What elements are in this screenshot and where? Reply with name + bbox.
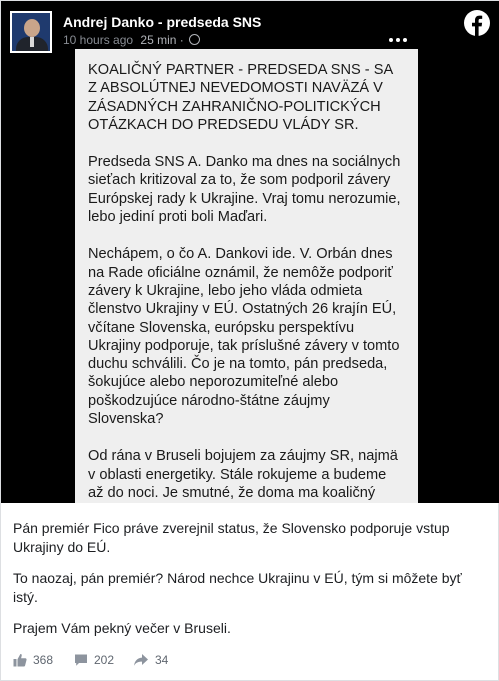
globe-icon xyxy=(189,34,200,45)
document-paragraph: Predseda SNS A. Danko ma dnes na sociálnych sieťach kritizoval za to, že som podporil závery Európskej rady k Ukrajine. Vraj tomu nerozumie, lebo jediní proti boli Maďari. xyxy=(88,154,401,226)
caption-paragraph: To naozaj, pán premiér? Národ nechce Ukrajinu v EÚ, tým si môžete byť istý. xyxy=(13,570,462,605)
post-caption xyxy=(13,519,488,650)
author-name[interactable]: Andrej Danko - predseda SNS xyxy=(63,14,262,30)
document-headline: KOALIČNÝ PARTNER - PREDSEDA SNS - SA Z ABSOLÚTNEJ NEVEDOMOSTI NAVÄZÁ V ZÁSADNÝCH ZAHRANIČNO-POLITICKÝCH OTÁZKACH DO PREDSEDU VLÁDY SR. xyxy=(88,62,393,133)
like-button[interactable] xyxy=(13,651,53,669)
author-avatar[interactable] xyxy=(10,11,52,53)
post-meta xyxy=(63,33,200,47)
post-time[interactable]: 25 min · xyxy=(140,33,184,47)
post-image[interactable] xyxy=(1,1,499,503)
document-paragraph: Nechápem, o čo A. Dankovi ide. V. Orbán dnes na Rade oficiálne oznámil, že nemôže podporiť závery k Ukrajine, lebo jeho vláda odmieta členstvo Ukrajiny v EÚ. Ostatných 26 krajín EÚ, včítane Slovenska, európsku perspektívu Ukrajiny podporuje, tak príslušné závery v tomto duchu schválili. Čo je na tomto, pán predseda, šokujúce alebo neporozumiteľné alebo poškodzujúce národno-štátne záujmy Slovenska? xyxy=(88,246,400,428)
document-paragraph: Od rána v Bruseli bojujem za záujmy SR, najmä v oblasti energetiky. Stále rokujeme a budeme až do noci. Je smutné, že doma ma koaličný xyxy=(88,448,398,501)
avatar-tie xyxy=(30,37,34,47)
more-options-icon[interactable] xyxy=(389,29,419,43)
post-time-overlay: 10 hours ago xyxy=(63,33,134,47)
comment-icon xyxy=(74,653,88,667)
avatar-face xyxy=(24,19,40,37)
statement-document xyxy=(75,49,418,503)
thumbs-up-icon xyxy=(13,653,27,667)
comment-button[interactable] xyxy=(74,651,114,669)
share-icon xyxy=(133,653,149,667)
like-count: 368 xyxy=(33,653,54,667)
share-button[interactable] xyxy=(133,651,168,669)
caption-paragraph: Prajem Vám pekný večer v Bruseli. xyxy=(13,620,231,636)
facebook-logo-icon xyxy=(464,10,490,36)
share-count: 34 xyxy=(155,653,169,667)
caption-paragraph: Pán premiér Fico práve zverejnil status, že Slovensko podporuje vstup Ukrajiny do EÚ. xyxy=(13,520,450,555)
comment-count: 202 xyxy=(94,653,115,667)
